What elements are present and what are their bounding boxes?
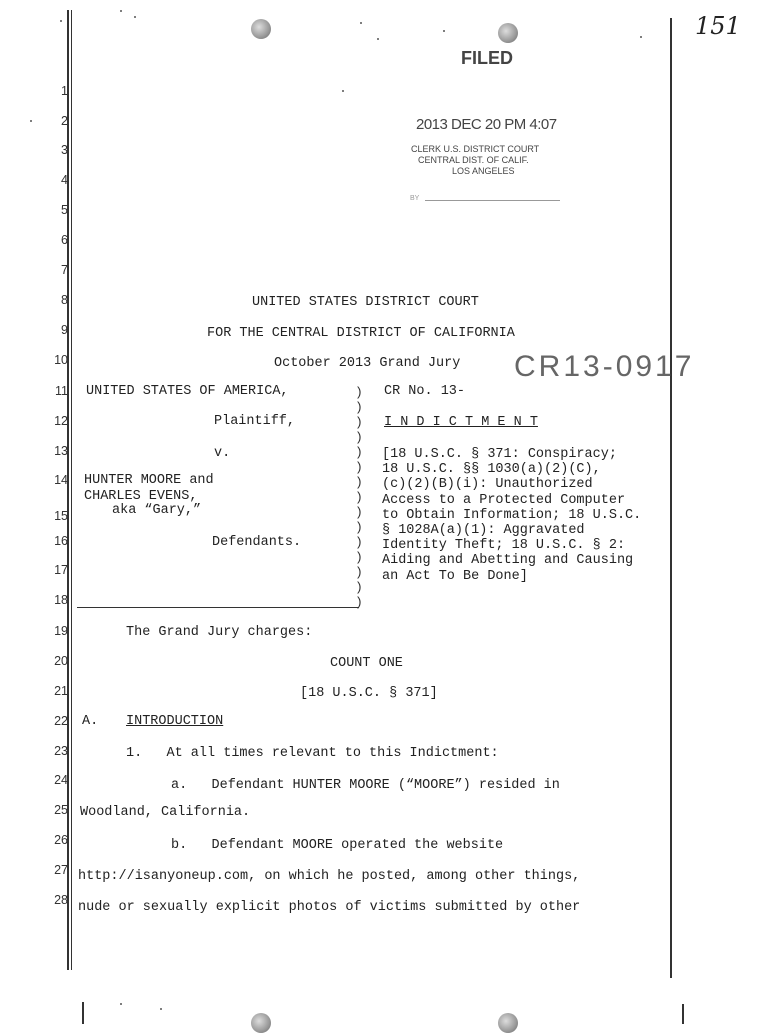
- filed-stamp-signature-line: [425, 200, 560, 201]
- line-number: 17: [54, 563, 68, 577]
- scan-speck: [134, 16, 136, 18]
- defendant-line1: HUNTER MOORE and: [84, 473, 214, 488]
- punch-hole-top-right: [498, 23, 518, 43]
- scan-speck: [160, 1008, 162, 1010]
- filed-stamp-title: FILED: [461, 48, 513, 68]
- line-number: 26: [54, 833, 68, 847]
- caption-paren: ): [355, 535, 363, 550]
- left-margin-line-inner: [71, 10, 72, 970]
- charge-line: Aiding and Abetting and Causing: [382, 553, 634, 569]
- caption-paren: ): [355, 460, 363, 475]
- line-number: 13: [54, 444, 68, 458]
- caption-paren: ): [355, 520, 363, 535]
- line-number: 15: [54, 509, 68, 523]
- line-number: 8: [61, 293, 68, 307]
- caption-paren: ): [355, 595, 363, 610]
- filed-stamp-date: 2013 DEC 20 PM 4:07: [416, 116, 557, 133]
- scan-speck: [120, 10, 122, 12]
- grand-jury-term: October 2013 Grand Jury: [274, 356, 461, 371]
- handwritten-docket-number: 151: [695, 12, 741, 40]
- line-number: 4: [61, 173, 68, 187]
- line-number: 27: [54, 863, 68, 877]
- caption-paren: ): [355, 385, 363, 400]
- scan-speck: [60, 20, 62, 22]
- line-number: 5: [61, 203, 68, 217]
- line-number: 10: [54, 353, 68, 367]
- line-number: 28: [54, 893, 68, 907]
- case-number-stamp: CR13-0917: [514, 350, 695, 383]
- defendant-line2: CHARLES EVENS,: [84, 489, 198, 504]
- charge-line: (c)(2)(B)(i): Unauthorized: [382, 477, 593, 493]
- line-number: 20: [54, 654, 68, 668]
- charge-line: Access to a Protected Computer: [382, 492, 626, 508]
- filed-stamp-by: BY: [410, 195, 420, 202]
- caption-paren: ): [355, 415, 363, 430]
- line-number: 23: [54, 744, 68, 758]
- caption-paren: ): [355, 550, 363, 565]
- paragraph-a-continued: Woodland, California.: [80, 805, 251, 820]
- cr-number: CR No. 13-: [384, 384, 466, 399]
- court-district: FOR THE CENTRAL DISTRICT OF CALIFORNIA: [207, 326, 515, 341]
- line-number: 14: [54, 473, 68, 487]
- scan-speck: [342, 90, 344, 92]
- punch-hole-bottom-right: [498, 1013, 518, 1033]
- line-number: 9: [61, 323, 68, 337]
- charge-line: [18 U.S.C. § 371: Conspiracy;: [382, 447, 617, 462]
- line-number: 16: [54, 534, 68, 548]
- charge-line: an Act To Be Done]: [382, 568, 528, 584]
- caption-paren: ): [355, 580, 363, 595]
- line-number: 6: [61, 233, 68, 247]
- punch-hole-bottom-left: [251, 1013, 271, 1033]
- plaintiff-name: UNITED STATES OF AMERICA,: [86, 384, 289, 399]
- charge-line: Identity Theft; 18 U.S.C. § 2:: [382, 538, 626, 554]
- charges-block: [382, 447, 641, 584]
- count-title: COUNT ONE: [330, 656, 403, 671]
- right-margin-line: [670, 18, 672, 978]
- paragraph-b: b. Defendant MOORE operated the website: [171, 838, 504, 853]
- punch-hole-top-left: [251, 19, 271, 39]
- caption-paren: ): [355, 430, 363, 445]
- right-margin-line-bottom: [682, 1004, 684, 1024]
- line-number: 2: [61, 114, 68, 128]
- caption-paren: ): [355, 475, 363, 490]
- line-number: 3: [61, 143, 68, 157]
- scan-speck: [120, 1003, 122, 1005]
- caption-paren: ): [355, 565, 363, 580]
- line-number: 24: [54, 773, 68, 787]
- defendant-line3: aka “Gary,”: [112, 503, 202, 518]
- versus-label: v.: [214, 446, 231, 461]
- filed-stamp-clerk-line1: CLERK U.S. DISTRICT COURT: [411, 144, 540, 154]
- caption-paren: ): [355, 505, 363, 520]
- paragraph-1: 1. At all times relevant to this Indictment:: [126, 746, 499, 761]
- line-number: 1: [61, 84, 68, 98]
- plaintiff-label: Plaintiff,: [214, 414, 296, 429]
- line-number: 25: [54, 803, 68, 817]
- line-number: 18: [54, 593, 68, 607]
- filed-stamp-clerk-line2: CENTRAL DIST. OF CALIF.: [418, 155, 529, 165]
- line-number: 21: [54, 684, 68, 698]
- line-number: 22: [54, 714, 68, 728]
- charge-line: 18 U.S.C. §§ 1030(a)(2)(C),: [382, 462, 601, 478]
- charge-line: § 1028A(a)(1): Aggravated: [382, 523, 585, 539]
- count-statute: [18 U.S.C. § 371]: [300, 686, 438, 701]
- line-number: 7: [61, 263, 68, 277]
- scan-speck: [640, 36, 642, 38]
- scan-speck: [360, 22, 362, 24]
- indictment-title: I N D I C T M E N T: [384, 415, 538, 430]
- section-letter: A.: [82, 714, 99, 729]
- paragraph-a: a. Defendant HUNTER MOORE (“MOORE”) resided in: [171, 778, 560, 793]
- line-number: 11: [55, 384, 68, 398]
- caption-bottom-rule: [77, 607, 359, 608]
- charges-intro: The Grand Jury charges:: [126, 625, 313, 640]
- section-title: INTRODUCTION: [126, 714, 224, 729]
- left-margin-line-bottom: [82, 1002, 84, 1024]
- caption-paren: ): [355, 400, 363, 415]
- charge-line: to Obtain Information; 18 U.S.C.: [382, 507, 642, 523]
- paragraph-b-continued-1: http://isanyoneup.com, on which he posted, among other things,: [78, 869, 581, 884]
- line-number: 12: [54, 414, 68, 428]
- scan-speck: [377, 38, 379, 40]
- court-name: UNITED STATES DISTRICT COURT: [252, 295, 479, 310]
- scan-speck: [443, 30, 445, 32]
- caption-paren: ): [355, 445, 363, 460]
- caption-paren: ): [355, 490, 363, 505]
- paragraph-b-continued-2: nude or sexually explicit photos of victims submitted by other: [78, 900, 581, 915]
- filed-stamp-clerk-line3: LOS ANGELES: [452, 166, 515, 176]
- defendants-label: Defendants.: [212, 535, 302, 550]
- scan-speck: [30, 120, 32, 122]
- line-number: 19: [54, 624, 68, 638]
